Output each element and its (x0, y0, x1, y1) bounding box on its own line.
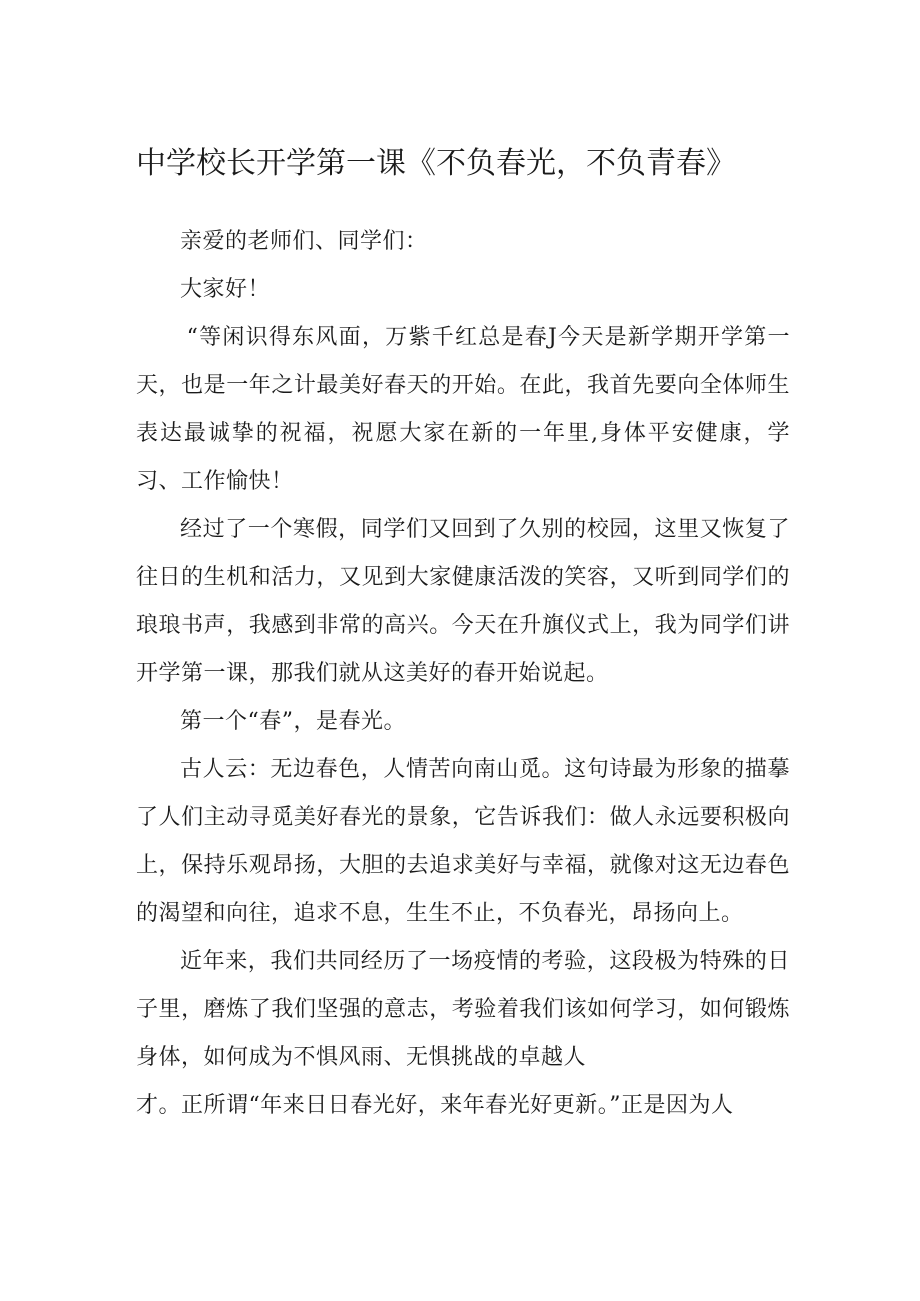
document-body (136, 218, 790, 1130)
body-paragraph: 古人云：无边春色，人情苦向南山觅。这句诗最为形象的描摹了人们主动寻觅美好春光的景象，它告诉我们：做人永远要积极向上，保持乐观昂扬，大胆的去追求美好与幸福，就像对这无边春色的渴望和向往，追求不息，生生不止，不负春光，昂扬向上。 (136, 757, 790, 926)
section-heading-paragraph: 第一个“春”，是春光。 (180, 709, 406, 734)
greeting-paragraph: 大家好！ (180, 277, 271, 302)
document-title: 中学校长开学第一课《不负春光，不负青春》 (136, 146, 736, 181)
body-paragraph: 经过了一个寒假，同学们又回到了久别的校园，这里又恢复了往日的生机和活力，又见到大家健康活泼的笑容，又听到同学们的琅琅书声，我感到非常的高兴。今天在升旗仪式上，我为同学们讲开学第一课，那我们就从这美好的春开始说起。 (136, 517, 790, 686)
body-paragraph: 才。正所谓“年来日日春光好，来年春光好更新。”正是因为人 (136, 1093, 734, 1118)
salutation-paragraph: 亲爱的老师们、同学们： (180, 229, 428, 254)
body-paragraph: “等闲识得东风面，万紫千红总是春J今天是新学期开学第一天，也是一年之计最美好春天的开始。在此，我首先要向全体师生表达最诚挚的祝福，祝愿大家在新的一年里,身体平安健康，学习、工作愉快！ (136, 325, 790, 494)
body-paragraph: 近年来，我们共同经历了一场疫情的考验，这段极为特殊的日子里，磨炼了我们坚强的意志，考验着我们该如何学习，如何锻炼身体，如何成为不惧风雨、无惧挑战的卓越人 (136, 949, 790, 1070)
